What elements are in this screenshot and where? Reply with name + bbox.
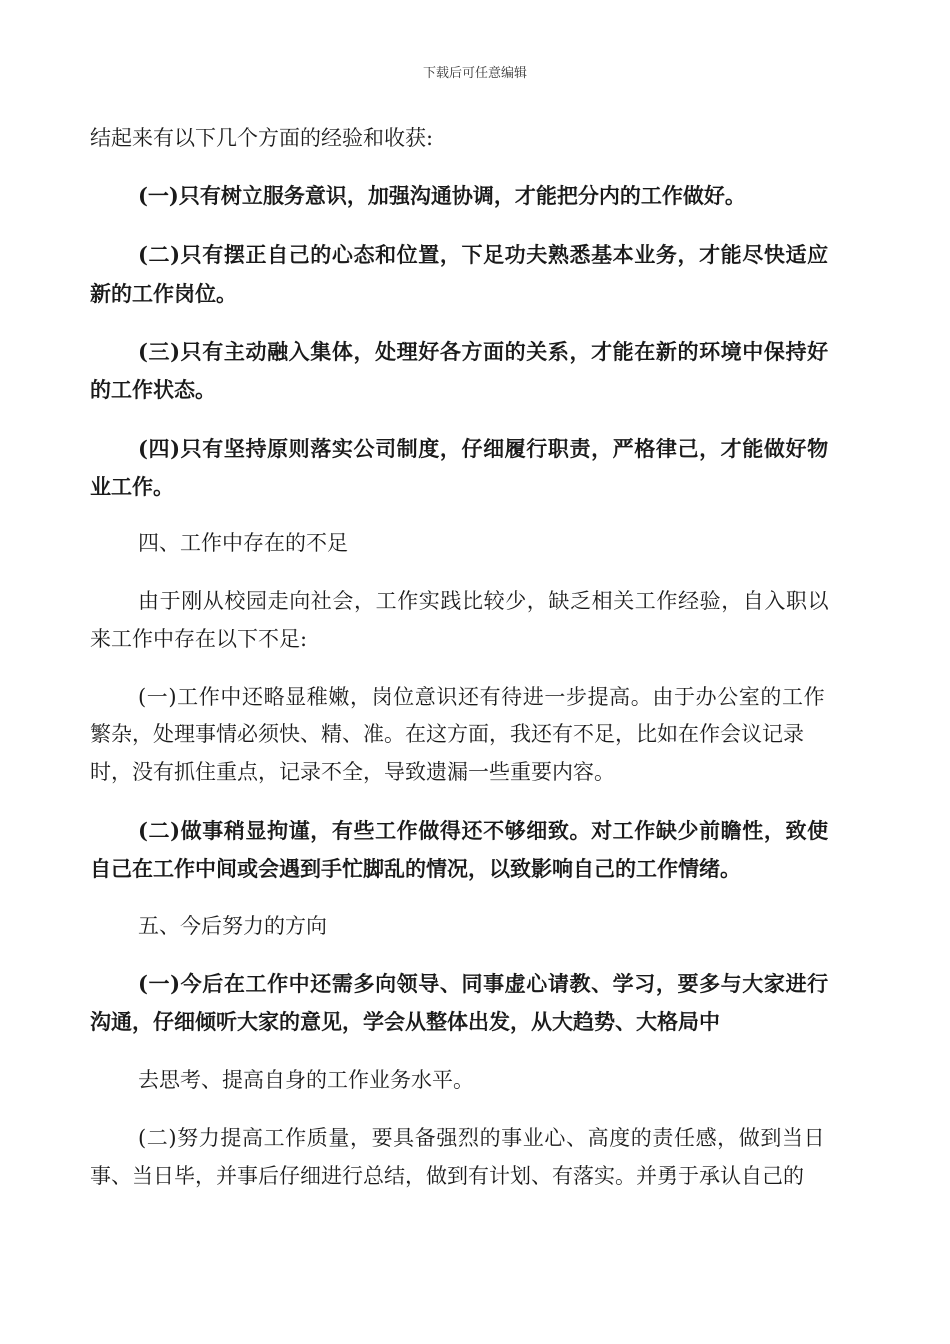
direction-2: (二)努力提高工作质量，要具备强烈的事业心、高度的责任感，做到当日	[138, 1126, 826, 1150]
direction-1-cont: 沟通，仔细倾听大家的意见，学会从整体出发，从大趋势、大格局中	[90, 1009, 720, 1034]
paragraph-line: 去思考、提高自身的工作业务水平。	[138, 1068, 474, 1092]
shortcoming-1: (一)工作中还略显稚嫩，岗位意识还有待进一步提高。由于办公室的工作	[138, 685, 826, 709]
shortcoming-1-cont: 时，没有抓住重点，记录不全，导致遗漏一些重要内容。	[90, 760, 615, 784]
lesson-1: (一)只有树立服务意识，加强沟通协调，才能把分内的工作做好。	[138, 183, 746, 208]
section-heading-5: 五、今后努力的方向	[138, 914, 327, 938]
direction-2-cont: 事、当日毕，并事后仔细进行总结，做到有计划、有落实。并勇于承认自己的	[90, 1164, 804, 1188]
page-header: 下载后可任意编辑	[422, 66, 527, 81]
paragraph-line: 结起来有以下几个方面的经验和收获:	[90, 126, 434, 150]
direction-1: (一)今后在工作中还需多向领导、同事虚心请教、学习，要多与大家进行	[138, 971, 829, 996]
lesson-4: (四)只有坚持原则落实公司制度，仔细履行职责，严格律己，才能做好物	[138, 436, 829, 461]
paragraph-line: 由于刚从校园走向社会，工作实践比较少，缺乏相关工作经验，自入职以	[138, 589, 830, 613]
shortcoming-2-cont: 自己在工作中间或会遇到手忙脚乱的情况，以致影响自己的工作情绪。	[90, 856, 741, 881]
lesson-3-cont: 的工作状态。	[90, 377, 216, 402]
lesson-4-cont: 业工作。	[90, 474, 174, 499]
section-heading-4: 四、工作中存在的不足	[138, 531, 348, 555]
lesson-2-cont: 新的工作岗位。	[90, 281, 237, 306]
shortcoming-1-cont: 繁杂，处理事情必须快、精、准。在这方面，我还有不足，比如在作会议记录	[90, 722, 804, 746]
lesson-3: (三)只有主动融入集体，处理好各方面的关系，才能在新的环境中保持好	[138, 339, 829, 364]
paragraph-line: 来工作中存在以下不足:	[90, 627, 308, 651]
lesson-2: (二)只有摆正自己的心态和位置，下足功夫熟悉基本业务，才能尽快适应	[138, 242, 829, 267]
shortcoming-2: (二)做事稍显拘谨，有些工作做得还不够细致。对工作缺少前瞻性，致使	[138, 818, 829, 843]
